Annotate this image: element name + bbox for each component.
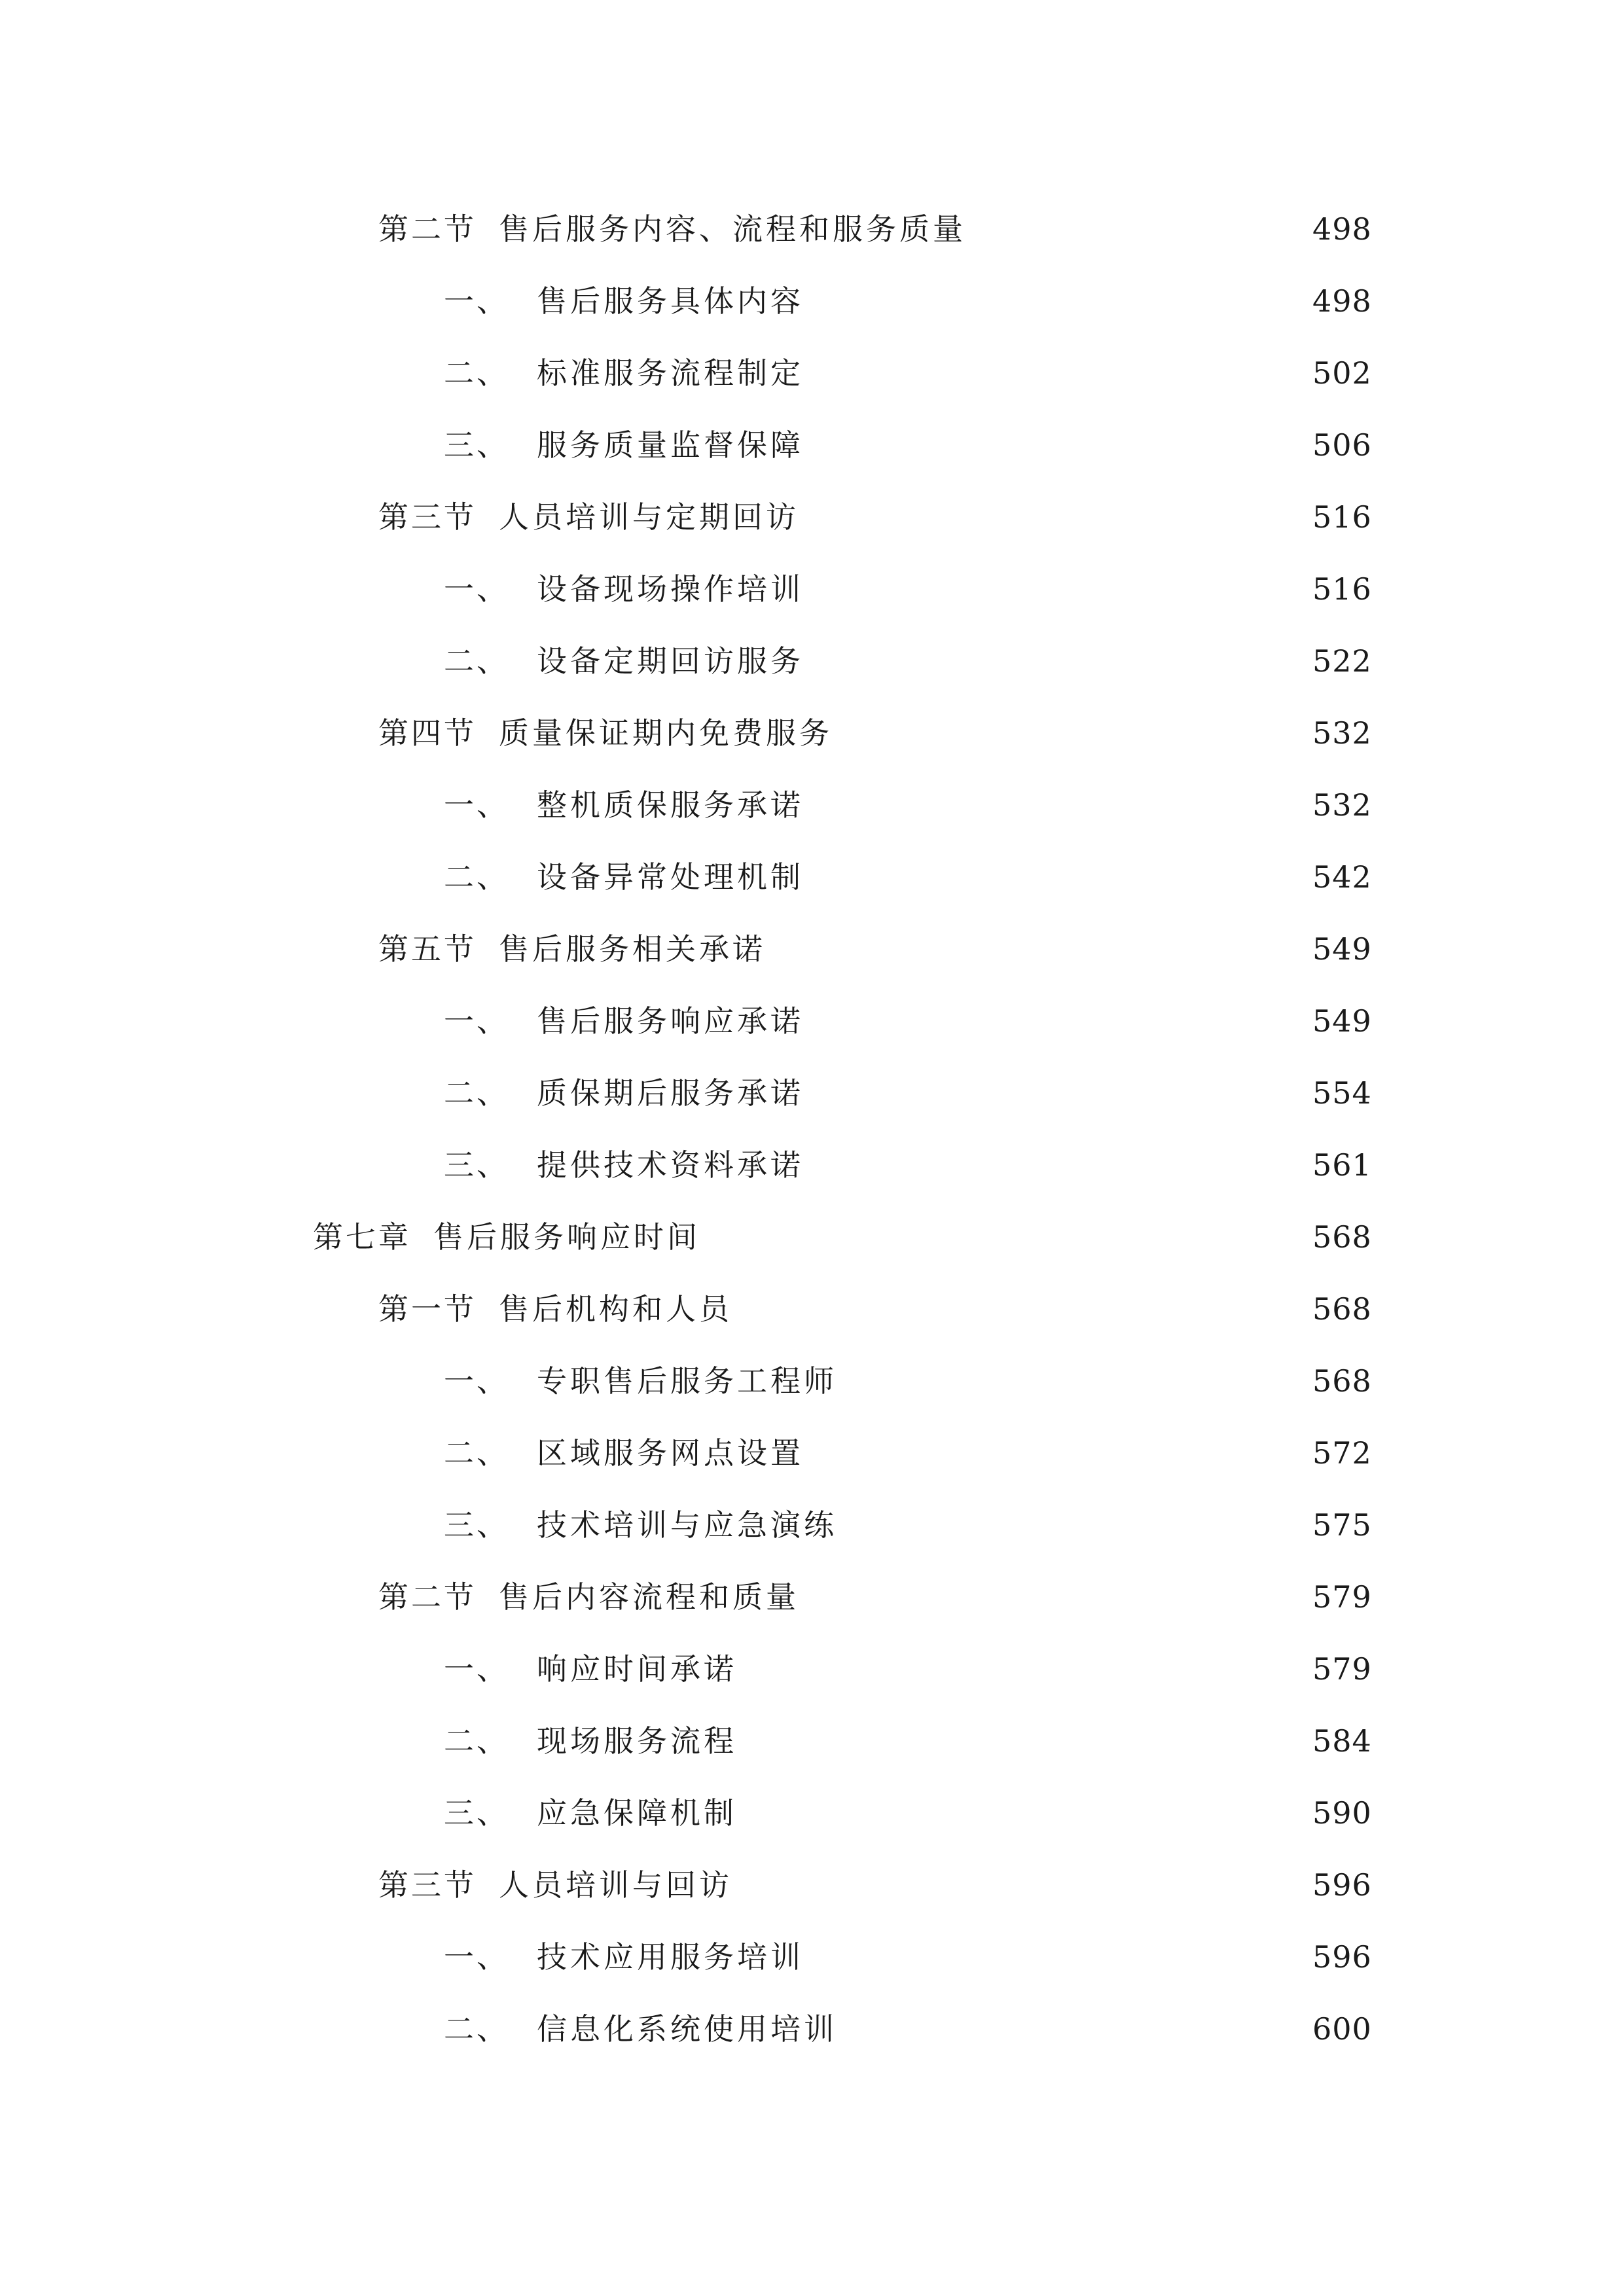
toc-entry-title: 售后服务具体内容: [537, 283, 804, 319]
toc-entry-marker: 一、: [444, 571, 509, 607]
toc-entry-page-number: 532: [1312, 787, 1372, 823]
toc-dot-leader: [810, 1139, 1303, 1191]
toc-entry-title: 服务质量监督保障: [537, 427, 804, 463]
toc-entry-marker: 三、: [444, 1147, 509, 1183]
toc-dot-leader: [744, 1715, 1303, 1767]
toc-entry-page-number: 568: [1312, 1291, 1372, 1327]
toc-entry-title: 响应时间承诺: [537, 1651, 737, 1687]
toc-entry-title: 标准服务流程制定: [537, 355, 804, 391]
toc-entry-marker: 二、: [444, 859, 509, 895]
toc-entry-marker: 二、: [444, 355, 509, 391]
toc-entry-marker: 二、: [444, 1435, 509, 1471]
toc-entry-marker: 三、: [444, 427, 509, 463]
toc-entry-title: 售后服务内容、流程和服务质量: [499, 211, 966, 247]
toc-entry-item[interactable]: [444, 1067, 1372, 1119]
toc-entry-page-number: 516: [1312, 499, 1372, 535]
toc-entry-marker: 二、: [444, 643, 509, 679]
toc-entry-page-number: 549: [1312, 1003, 1372, 1039]
toc-dot-leader: [806, 1571, 1303, 1623]
toc-entry-title: 质保期后服务承诺: [537, 1075, 804, 1111]
toc-entry-page-number: 532: [1312, 715, 1372, 751]
toc-dot-leader: [707, 1211, 1303, 1263]
toc-entry-marker: 三、: [444, 1795, 509, 1831]
toc-entry-title: 人员培训与定期回访: [499, 499, 799, 535]
toc-entry-chapter[interactable]: [313, 1211, 1372, 1263]
toc-dot-leader: [744, 1643, 1303, 1695]
toc-entry-page-number: 596: [1312, 1867, 1372, 1903]
toc-entry-page-number: 522: [1312, 643, 1372, 679]
toc-entry-item[interactable]: [444, 563, 1372, 615]
toc-entry-marker: 一、: [444, 1363, 509, 1399]
toc-entry-page-number: 590: [1312, 1795, 1372, 1831]
toc-entry-item[interactable]: [444, 635, 1372, 687]
toc-entry-title: 专职售后服务工程师: [537, 1363, 837, 1399]
toc-entry-title: 信息化系统使用培训: [537, 2011, 837, 2047]
toc-dot-leader: [839, 707, 1303, 759]
toc-dot-leader: [844, 2003, 1303, 2055]
toc-entry-item[interactable]: [444, 1139, 1372, 1191]
toc-entry-title: 售后服务响应时间: [433, 1219, 700, 1255]
toc-entry-page-number: 506: [1312, 427, 1372, 463]
toc-entry-page-number: 502: [1312, 355, 1372, 391]
toc-entry-title: 售后服务相关承诺: [499, 931, 766, 967]
toc-entry-item[interactable]: [444, 1355, 1372, 1407]
toc-entry-section[interactable]: [378, 491, 1372, 543]
toc-dot-leader: [739, 1859, 1303, 1911]
toc-entry-marker: 第二节: [378, 1579, 477, 1615]
toc-entry-page-number: 561: [1312, 1147, 1372, 1183]
toc-entry-section[interactable]: [378, 1859, 1372, 1911]
toc-entry-item[interactable]: [444, 779, 1372, 831]
toc-entry-marker: 二、: [444, 1723, 509, 1759]
toc-entry-section[interactable]: [378, 707, 1372, 759]
toc-dot-leader: [739, 1283, 1303, 1335]
toc-entry-title: 整机质保服务承诺: [537, 787, 804, 823]
toc-entry-page-number: 498: [1312, 211, 1372, 247]
toc-entry-item[interactable]: [444, 275, 1372, 327]
toc-dot-leader: [810, 347, 1303, 399]
toc-dot-leader: [973, 203, 1303, 255]
toc-entry-marker: 三、: [444, 1507, 509, 1543]
toc-entry-page-number: 542: [1312, 859, 1372, 895]
toc-entry-title: 设备定期回访服务: [537, 643, 804, 679]
toc-entry-page-number: 568: [1312, 1363, 1372, 1399]
toc-entry-marker: 一、: [444, 283, 509, 319]
toc-entry-item[interactable]: [444, 1643, 1372, 1695]
toc-entry-page-number: 568: [1312, 1219, 1372, 1255]
toc-entry-marker: 第一节: [378, 1291, 477, 1327]
toc-entry-item[interactable]: [444, 1715, 1372, 1767]
toc-entry-title: 设备异常处理机制: [537, 859, 804, 895]
toc-entry-item[interactable]: [444, 1499, 1372, 1551]
toc-dot-leader: [810, 563, 1303, 615]
toc-entry-page-number: 516: [1312, 571, 1372, 607]
toc-dot-leader: [810, 635, 1303, 687]
toc-entry-marker: 第五节: [378, 931, 477, 967]
toc-dot-leader: [810, 1427, 1303, 1479]
toc-dot-leader: [744, 1787, 1303, 1839]
toc-entry-title: 售后内容流程和质量: [499, 1579, 799, 1615]
toc-entry-marker: 一、: [444, 787, 509, 823]
toc-entry-page-number: 575: [1312, 1507, 1372, 1543]
toc-entry-item[interactable]: [444, 2003, 1372, 2055]
toc-entry-marker: 二、: [444, 1075, 509, 1111]
toc-entry-marker: 第三节: [378, 1867, 477, 1903]
toc-entry-page-number: 554: [1312, 1075, 1372, 1111]
toc-dot-leader: [844, 1499, 1303, 1551]
toc-dot-leader: [806, 491, 1303, 543]
toc-dot-leader: [810, 1931, 1303, 1983]
toc-entry-page-number: 600: [1312, 2011, 1372, 2047]
toc-entry-page-number: 498: [1312, 283, 1372, 319]
toc-entry-title: 设备现场操作培训: [537, 571, 804, 607]
toc-entry-title: 现场服务流程: [537, 1723, 737, 1759]
toc-dot-leader: [810, 419, 1303, 471]
toc-entry-title: 提供技术资料承诺: [537, 1147, 804, 1183]
toc-entry-section[interactable]: [378, 203, 1372, 255]
toc-entry-item[interactable]: [444, 347, 1372, 399]
toc-entry-marker: 一、: [444, 1651, 509, 1687]
toc-entry-marker: 第七章: [313, 1219, 411, 1255]
toc-dot-leader: [810, 779, 1303, 831]
toc-entry-page-number: 596: [1312, 1939, 1372, 1975]
toc-dot-leader: [810, 851, 1303, 903]
toc-entry-item[interactable]: [444, 1427, 1372, 1479]
toc-entry-title: 技术应用服务培训: [537, 1939, 804, 1975]
toc-entry-title: 应急保障机制: [537, 1795, 737, 1831]
toc-entry-section[interactable]: [378, 1571, 1372, 1623]
toc-dot-leader: [810, 1067, 1303, 1119]
toc-entry-page-number: 572: [1312, 1435, 1372, 1471]
toc-entry-marker: 第三节: [378, 499, 477, 535]
toc-entry-marker: 一、: [444, 1003, 509, 1039]
toc-dot-leader: [844, 1355, 1303, 1407]
toc-entry-page-number: 579: [1312, 1579, 1372, 1615]
toc-entry-title: 质量保证期内免费服务: [499, 715, 833, 751]
toc-dot-leader: [810, 995, 1303, 1047]
toc-entry-title: 人员培训与回访: [499, 1867, 732, 1903]
toc-entry-title: 售后机构和人员: [499, 1291, 732, 1327]
toc-entry-title: 区域服务网点设置: [537, 1435, 804, 1471]
toc-entry-section[interactable]: [378, 1283, 1372, 1335]
toc-entry-item[interactable]: [444, 851, 1372, 903]
toc-entry-item[interactable]: [444, 419, 1372, 471]
toc-entry-item[interactable]: [444, 1931, 1372, 1983]
toc-entry-page-number: 549: [1312, 931, 1372, 967]
toc-entry-marker: 第四节: [378, 715, 477, 751]
toc-entry-section[interactable]: [378, 923, 1372, 975]
toc-entry-title: 技术培训与应急演练: [537, 1507, 837, 1543]
toc-entry-page-number: 579: [1312, 1651, 1372, 1687]
toc-entry-marker: 第二节: [378, 211, 477, 247]
toc-entry-marker: 二、: [444, 2011, 509, 2047]
toc-entry-title: 售后服务响应承诺: [537, 1003, 804, 1039]
toc-dot-leader: [772, 923, 1303, 975]
toc-entry-page-number: 584: [1312, 1723, 1372, 1759]
toc-entry-marker: 一、: [444, 1939, 509, 1975]
toc-entry-item[interactable]: [444, 995, 1372, 1047]
toc-dot-leader: [810, 275, 1303, 327]
toc-entry-item[interactable]: [444, 1787, 1372, 1839]
